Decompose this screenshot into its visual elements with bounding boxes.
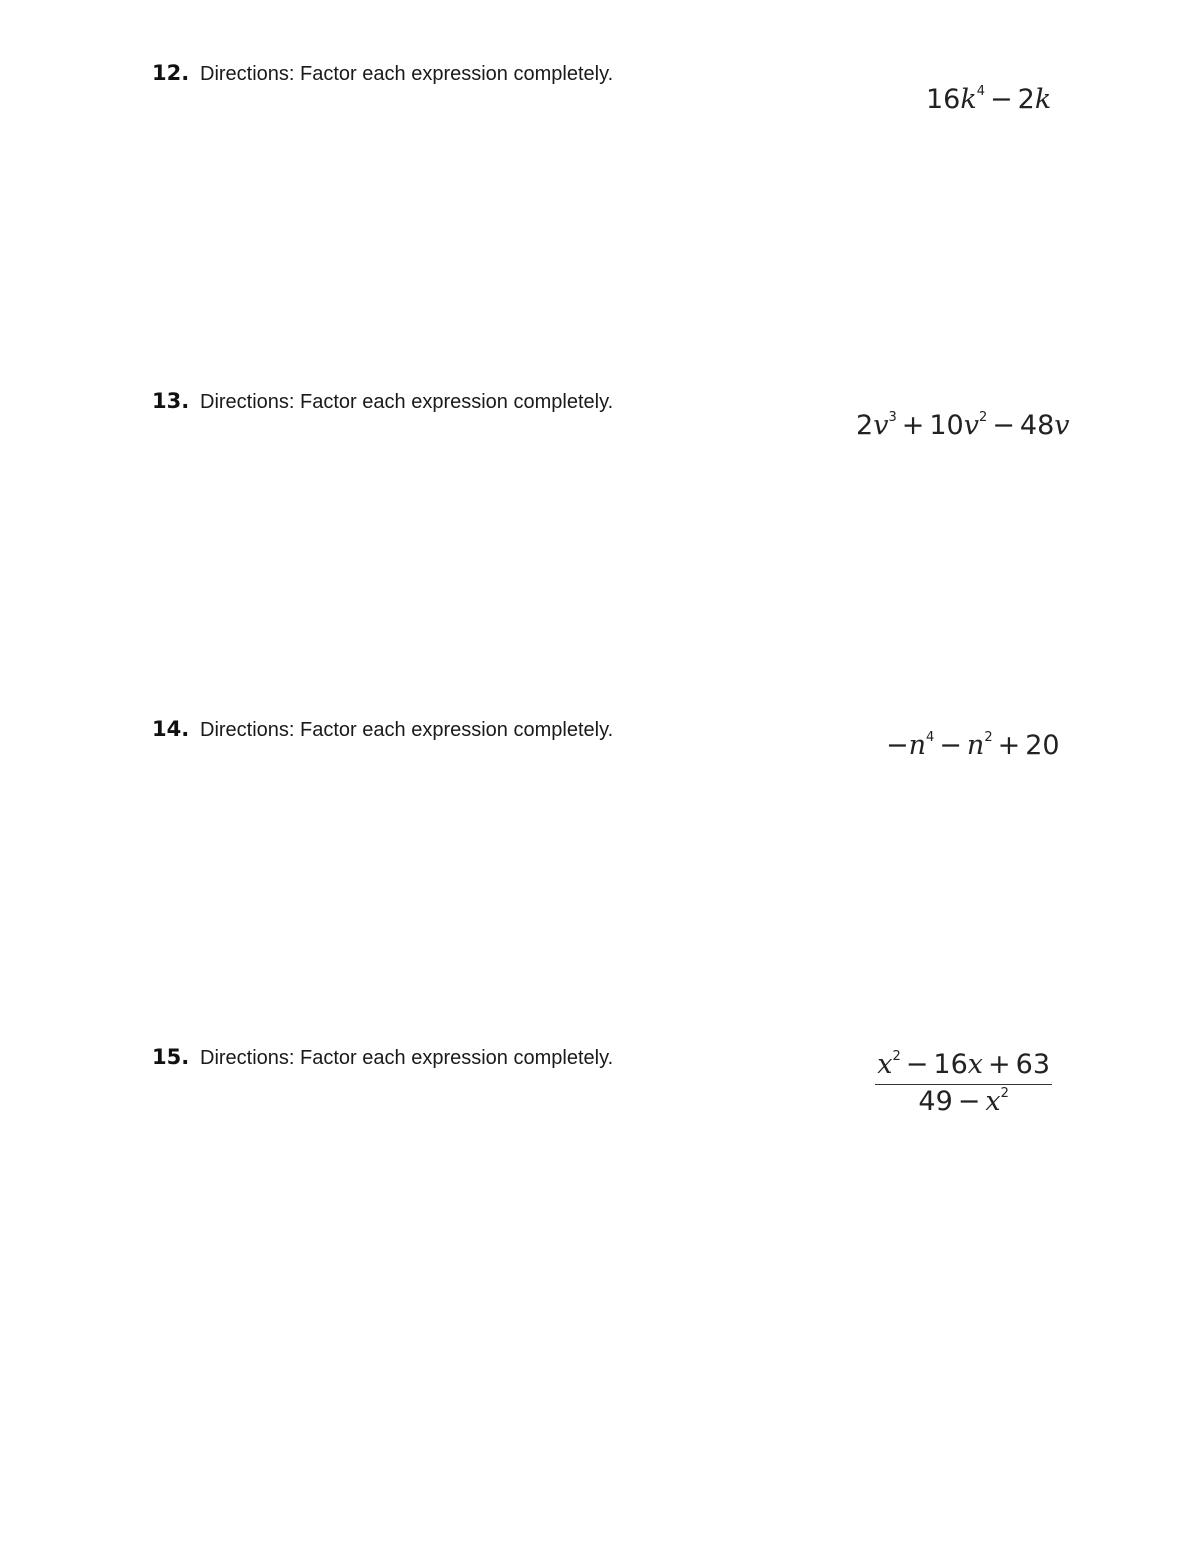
problem-directions: Directions: Factor each expression completely. xyxy=(200,1047,614,1069)
problem-15 xyxy=(0,1044,1200,1344)
problem-number: 15. xyxy=(152,1045,190,1069)
fraction-denominator: $49 - x^2$ xyxy=(918,1086,1009,1117)
problem-number: 13. xyxy=(152,389,190,413)
problem-number: 14. xyxy=(152,717,190,741)
problem-directions: Directions: Factor each expression completely. xyxy=(200,391,614,413)
math-expression: $-n^4 - n^2 + 20$ xyxy=(886,730,1060,761)
fraction-numerator: $x^2 - 16x + 63$ xyxy=(875,1048,1052,1085)
math-expression: $2v^3 + 10v^2 - 48v$ xyxy=(856,410,1070,441)
math-expression: $16k^4 - 2k$ xyxy=(926,84,1052,115)
problem-13 xyxy=(0,388,1200,688)
problem-14 xyxy=(0,716,1200,1016)
problem-directions: Directions: Factor each expression completely. xyxy=(200,719,614,741)
problem-number: 12. xyxy=(152,61,190,85)
problem-directions: Directions: Factor each expression completely. xyxy=(200,63,614,85)
math-fraction xyxy=(875,1048,1052,1119)
problem-12 xyxy=(0,60,1200,360)
